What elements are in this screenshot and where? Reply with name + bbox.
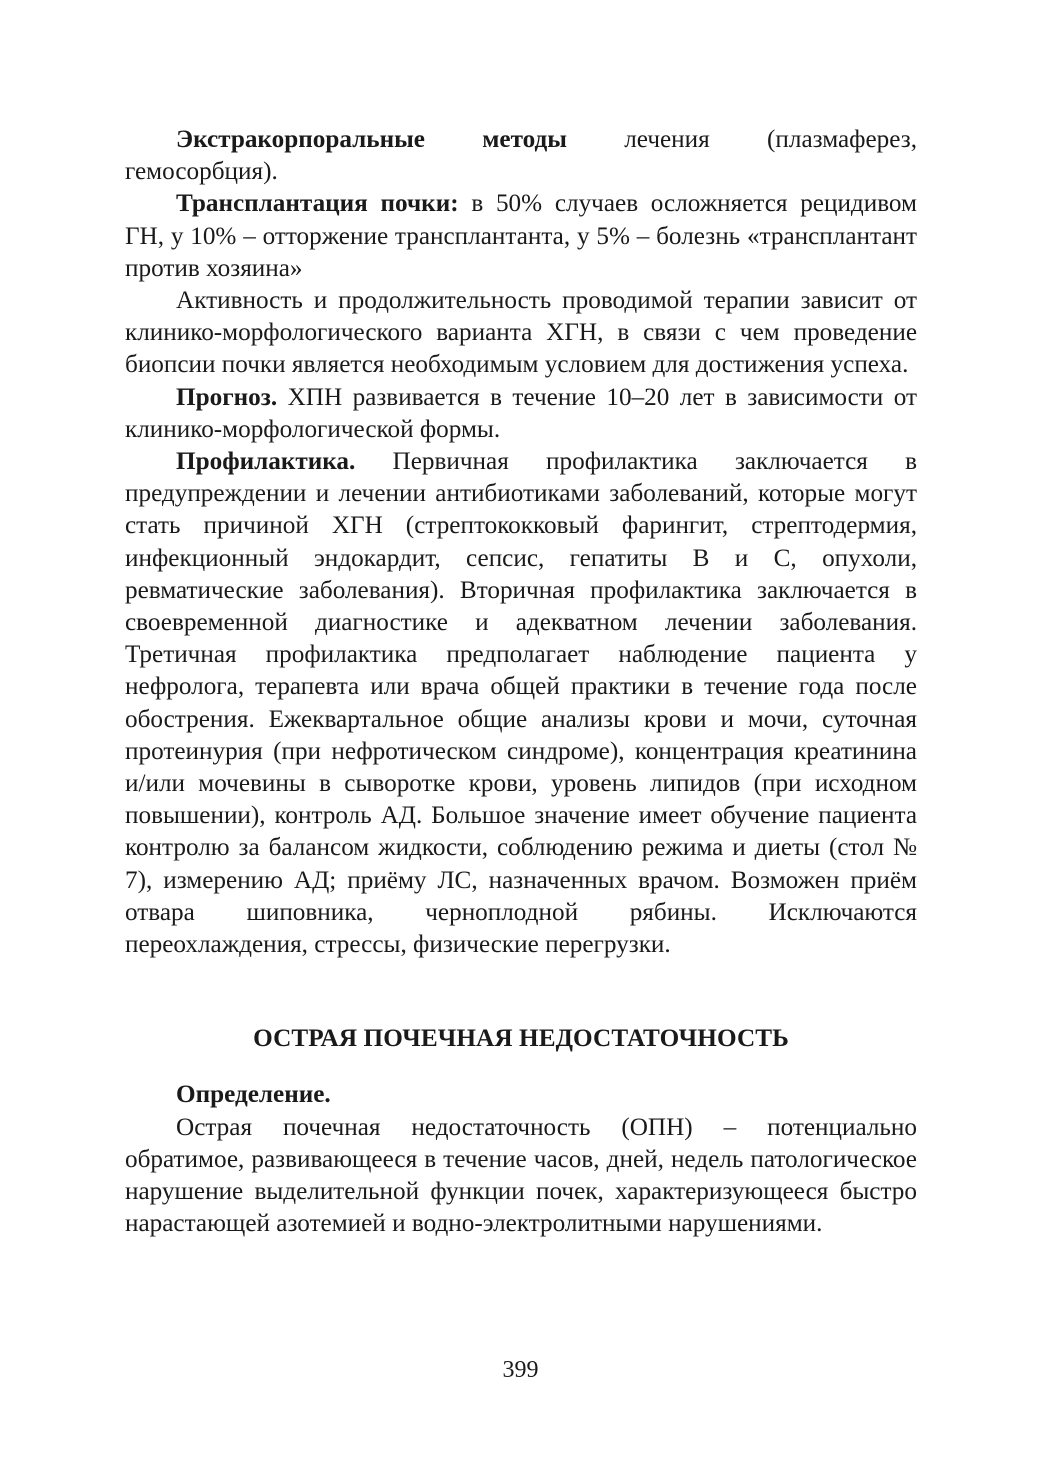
term-transplantation: Трансплантация почки:: [176, 190, 459, 218]
paragraph-therapy-activity: [125, 285, 917, 382]
section-heading: ОСТРАЯ ПОЧЕЧНАЯ НЕДОСТАТОЧНОСТЬ: [253, 1025, 789, 1053]
term-prevention: Профилактика.: [176, 448, 356, 476]
paragraph-text: Острая почечная недостаточность (ОПН) – потенциально обратимое, развивающееся в течение часов, дней, недель патологическое нарушение выделительной функции почек, характеризующееся быстро нарастающей азотемией и водно-электролитными нарушениями.: [125, 1113, 917, 1238]
paragraph-prevention: [125, 446, 917, 961]
term-prognosis: Прогноз.: [176, 383, 278, 411]
paragraph-definition: [125, 1112, 917, 1241]
paragraph-text: Первичная профилактика заключается в предупреждении и лечении антибиотиками заболеваний, которые могут стать причиной ХГН (стрептококковый фарингит, стрептодермия, инфекционный эндокардит, сепсис, гепатиты В и С, опухоли, ревматические заболевания). Вторичная профилактика заключается в своевременной диагностике и адекватном лечении заболевания. Третичная профилактика предполагает наблюдение пациента у нефролога, терапевта или врача общей практики в течение года после обострения. Ежеквартальное общие анализы крови и мочи, суточная протеинурия (при нефротическом синдроме), концентрация креатинина и/или мочевины в сыворотке крови, уровень липидов (при исходном повышении), контроль АД. Большое значение имеет обучение пациента контролю за балансом жидкости, соблюдению режима и диеты (стол № 7), измерению АД; приёму ЛС, назначенных врачом. Возможен приём отвара шиповника, черноплодной рябины. Исключаются переохлаждения, стрессы, физические перегрузки.: [125, 448, 917, 959]
term-extracorporeal: Экстракорпоральные методы: [176, 126, 567, 153]
page-content: [125, 124, 917, 1241]
paragraph-prognosis: [125, 382, 917, 446]
subheading-definition: Определение.: [176, 1081, 331, 1109]
paragraph-text: ХПН развивается в течение 10–20 лет в зависимости от клинико-морфологической формы.: [125, 383, 917, 443]
paragraph-text: Активность и продолжительность проводимой терапии зависит от клинико-морфологического варианта ХГН, в связи с чем проведение биопсии почки является необходимым условием для достижения успеха.: [125, 287, 917, 379]
paragraph-text: в 50% случаев осложняется рецидивом ГН, у 10% – отторжение трансплантанта, у 5% – болезнь «трансплантант против хозяина»: [125, 190, 917, 282]
paragraph-transplantation: [125, 188, 917, 285]
page-number: 399: [502, 1357, 539, 1383]
paragraph-extracorporeal: [125, 124, 917, 188]
paragraph-text: лечения (плазмаферез, гемосорбция).: [125, 126, 917, 186]
